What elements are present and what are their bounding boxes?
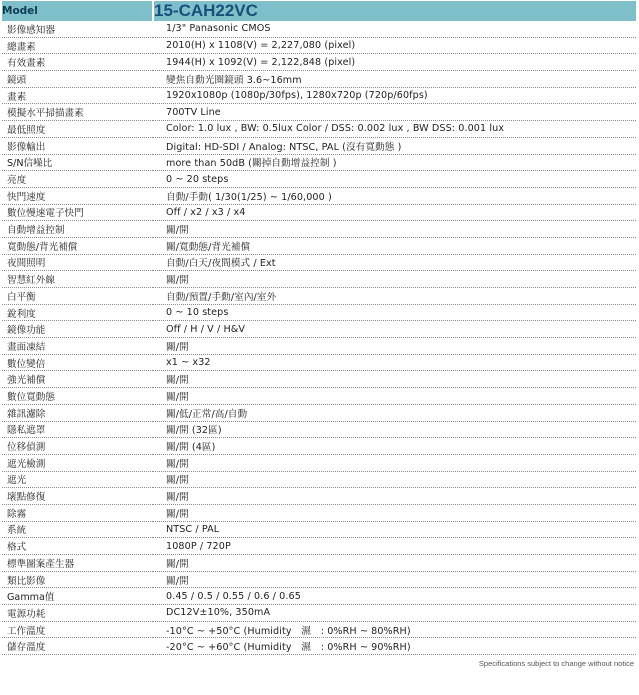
spec-value: 關/開	[153, 555, 636, 572]
model-label: Model	[2, 1, 153, 21]
spec-value: Color: 1.0 lux , BW: 0.5lux Color / DSS: 0.002 lux , BW DSS: 0.001 lux	[153, 121, 636, 138]
spec-row	[2, 321, 636, 338]
spec-name: 數位寬動態	[2, 388, 153, 405]
spec-value: NTSC / PAL	[153, 521, 636, 538]
spec-row	[2, 471, 636, 488]
spec-name: 銳利度	[2, 304, 153, 321]
spec-row	[2, 87, 636, 104]
spec-row	[2, 571, 636, 588]
spec-value: 自動/預置/手動/室內/室外	[153, 288, 636, 305]
spec-row	[2, 588, 636, 605]
spec-name: 儲存溫度	[2, 638, 153, 655]
spec-row	[2, 237, 636, 254]
spec-name: 畫素	[2, 87, 153, 104]
spec-value: 關/開	[153, 371, 636, 388]
spec-name: 畫面凍結	[2, 338, 153, 355]
spec-value: DC12V±10%, 350mA	[153, 605, 636, 622]
spec-row	[2, 605, 636, 622]
spec-value: -20°C ~ +60°C (Humidity 濕 : 0%RH ~ 90%RH)	[153, 638, 636, 655]
spec-value: 關/開	[153, 221, 636, 238]
model-number: 15-CAH22VC	[153, 1, 636, 21]
spec-name: 白平衡	[2, 288, 153, 305]
spec-value: 關/開	[153, 454, 636, 471]
header-row	[2, 1, 636, 21]
spec-name: 除霧	[2, 504, 153, 521]
spec-row	[2, 104, 636, 121]
spec-row	[2, 187, 636, 204]
spec-name: 強光補償	[2, 371, 153, 388]
spec-value: 關/寬動態/背光補償	[153, 237, 636, 254]
spec-row	[2, 254, 636, 271]
spec-name: 影像輸出	[2, 137, 153, 154]
spec-value: 1/3" Panasonic CMOS	[153, 21, 636, 37]
spec-value: 700TV Line	[153, 104, 636, 121]
spec-name: Gamma值	[2, 588, 153, 605]
spec-value: x1 ~ x32	[153, 354, 636, 371]
spec-row	[2, 37, 636, 54]
spec-name: 自動增益控制	[2, 221, 153, 238]
spec-value: 關/開	[153, 271, 636, 288]
spec-name: 影像感知器	[2, 21, 153, 37]
spec-row	[2, 137, 636, 154]
spec-row	[2, 21, 636, 37]
spec-row	[2, 488, 636, 505]
spec-row	[2, 171, 636, 188]
spec-value: 關/低/正常/高/自動	[153, 404, 636, 421]
spec-value: 0 ~ 10 steps	[153, 304, 636, 321]
spec-table	[2, 1, 636, 655]
spec-row	[2, 388, 636, 405]
spec-name: 隱私遮罩	[2, 421, 153, 438]
spec-value: 關/開 (4區)	[153, 438, 636, 455]
spec-value: 1080P / 720P	[153, 538, 636, 555]
spec-row	[2, 538, 636, 555]
spec-row	[2, 521, 636, 538]
spec-row	[2, 438, 636, 455]
spec-value: 0 ~ 20 steps	[153, 171, 636, 188]
spec-row	[2, 638, 636, 655]
spec-value: Off / x2 / x3 / x4	[153, 204, 636, 221]
spec-name: 寬動態/背光補償	[2, 237, 153, 254]
spec-row	[2, 354, 636, 371]
spec-row	[2, 154, 636, 171]
spec-row	[2, 338, 636, 355]
spec-value: 關/開	[153, 571, 636, 588]
spec-name: 數位慢速電子快門	[2, 204, 153, 221]
spec-name: 電源功耗	[2, 605, 153, 622]
spec-value: 關/開 (32區)	[153, 421, 636, 438]
spec-row	[2, 288, 636, 305]
spec-row	[2, 271, 636, 288]
spec-name: 亮度	[2, 171, 153, 188]
spec-row	[2, 71, 636, 88]
spec-row	[2, 371, 636, 388]
spec-row	[2, 621, 636, 638]
spec-name: 智慧紅外線	[2, 271, 153, 288]
spec-name: 夜間照明	[2, 254, 153, 271]
spec-name: 遮光	[2, 471, 153, 488]
footnote: Specifications subject to change without notice	[478, 659, 634, 668]
spec-row	[2, 121, 636, 138]
spec-row	[2, 221, 636, 238]
spec-value: 關/開	[153, 338, 636, 355]
spec-name: 快門速度	[2, 187, 153, 204]
spec-name: 位移偵測	[2, 438, 153, 455]
spec-name: 鏡像功能	[2, 321, 153, 338]
spec-value: 關/開	[153, 471, 636, 488]
spec-name: 模擬水平掃描畫素	[2, 104, 153, 121]
spec-name: 遮光檢測	[2, 454, 153, 471]
spec-name: 鏡頭	[2, 71, 153, 88]
spec-value: 1920x1080p (1080p/30fps), 1280x720p (720p/60fps)	[153, 87, 636, 104]
spec-value: 0.45 / 0.5 / 0.55 / 0.6 / 0.65	[153, 588, 636, 605]
spec-rows	[2, 21, 636, 655]
spec-name: 最低照度	[2, 121, 153, 138]
spec-value: 2010(H) x 1108(V) = 2,227,080 (pixel)	[153, 37, 636, 54]
spec-name: 有效畫素	[2, 54, 153, 71]
spec-name: 工作溫度	[2, 621, 153, 638]
spec-name: 標準圖案產生器	[2, 555, 153, 572]
spec-row	[2, 454, 636, 471]
spec-name: 數位變倍	[2, 354, 153, 371]
spec-name: 雜訊濾除	[2, 404, 153, 421]
spec-row	[2, 54, 636, 71]
spec-value: 1944(H) x 1092(V) = 2,122,848 (pixel)	[153, 54, 636, 71]
spec-value: 關/開	[153, 488, 636, 505]
spec-row	[2, 555, 636, 572]
spec-row	[2, 404, 636, 421]
spec-name: 類比影像	[2, 571, 153, 588]
spec-value: Off / H / V / H&V	[153, 321, 636, 338]
spec-value: 自動/手動( 1/30(1/25) ~ 1/60,000 )	[153, 187, 636, 204]
spec-name: 壞點修復	[2, 488, 153, 505]
spec-name: 格式	[2, 538, 153, 555]
spec-name: 系統	[2, 521, 153, 538]
spec-value: more than 50dB (關掉自動增益控制 )	[153, 154, 636, 171]
spec-value: 關/開	[153, 388, 636, 405]
spec-row	[2, 421, 636, 438]
spec-value: 自動/白天/夜間模式 / Ext	[153, 254, 636, 271]
spec-row	[2, 304, 636, 321]
spec-value: -10°C ~ +50°C (Humidity 濕 : 0%RH ~ 80%RH)	[153, 621, 636, 638]
spec-value: 變焦自動光圈鏡頭 3.6~16mm	[153, 71, 636, 88]
spec-row	[2, 204, 636, 221]
spec-value: Digital: HD-SDI / Analog: NTSC, PAL (沒有寬動態 )	[153, 137, 636, 154]
spec-value: 關/開	[153, 504, 636, 521]
spec-name: 總畫素	[2, 37, 153, 54]
spec-row	[2, 504, 636, 521]
spec-name: S/N信噪比	[2, 154, 153, 171]
